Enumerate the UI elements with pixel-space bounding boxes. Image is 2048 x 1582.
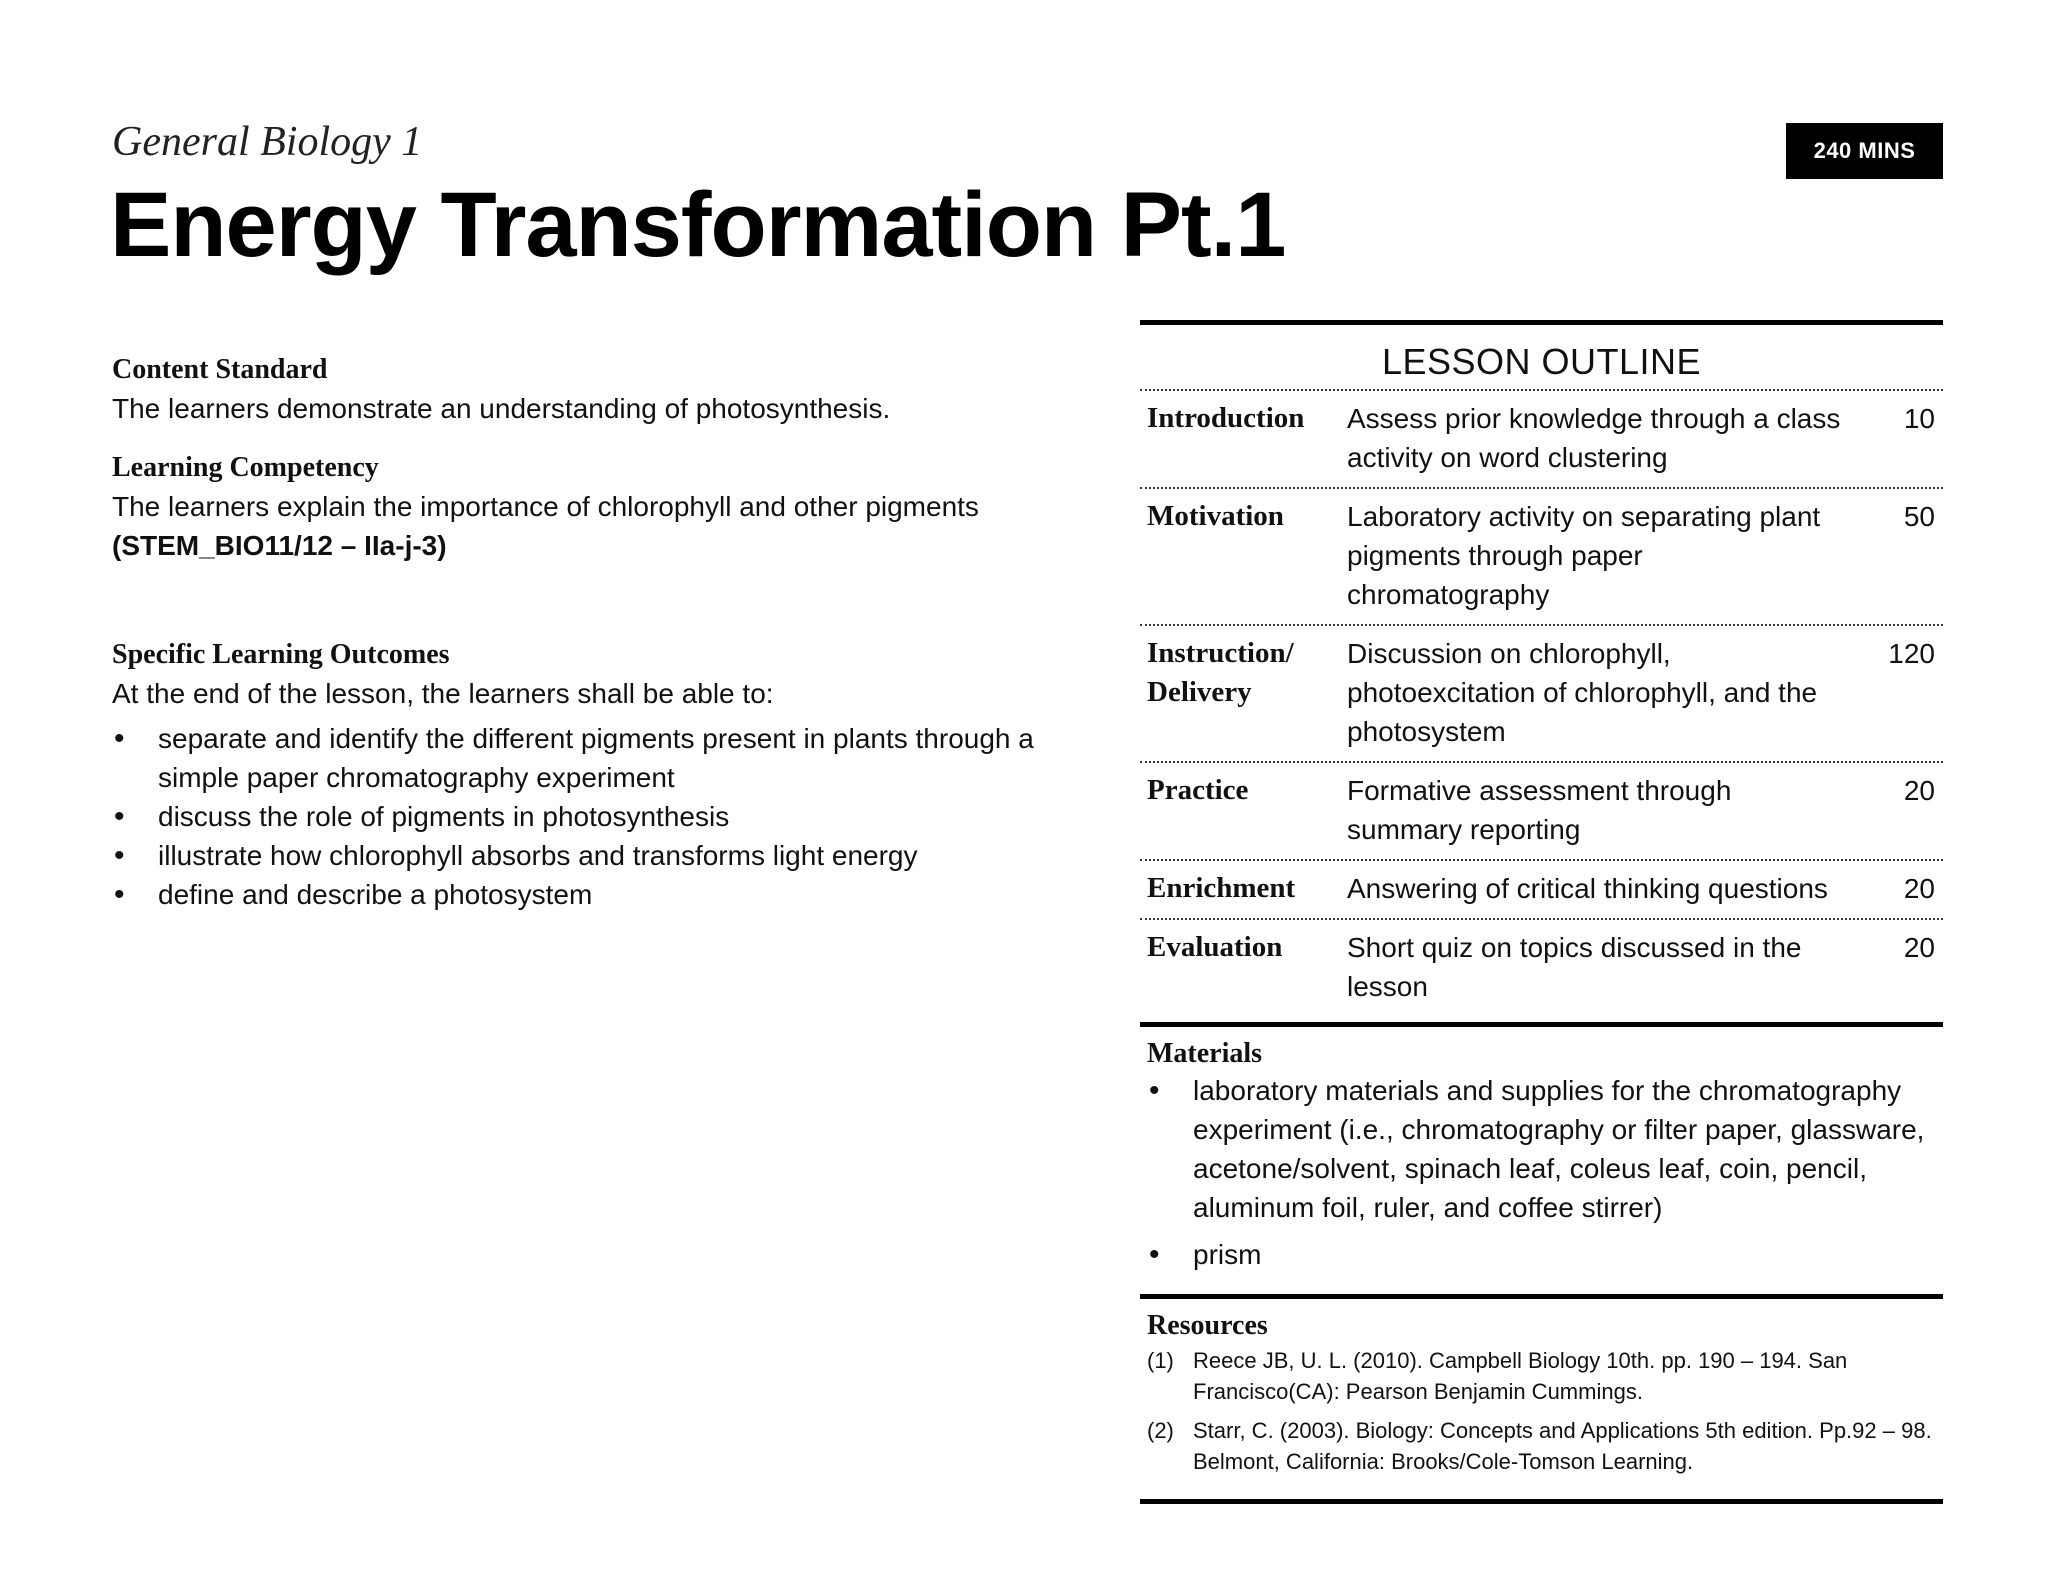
table-row <box>1140 761 1943 859</box>
phase-minutes: 10 <box>1903 403 1935 434</box>
outcomes-list <box>112 719 1072 914</box>
list-item: • illustrate how chlorophyll absorbs and transforms light energy <box>112 836 1072 875</box>
learning-competency-text: The learners explain the importance of chlorophyll and other pigments <box>112 491 979 522</box>
phase-minutes: 120 <box>1888 638 1935 669</box>
divider <box>1140 1499 1943 1504</box>
reference-text: Reece JB, U. L. (2010). Campbell Biology 10th. pp. 190 – 194. San Francisco(CA): Pearson Benjamin Cummings. <box>1193 1348 1848 1404</box>
materials-heading: Materials <box>1147 1038 1263 1069</box>
materials-section <box>1140 1022 1943 1294</box>
phase-description: Assess prior knowledge through a class activity on word clustering <box>1347 403 1841 473</box>
phase-description: Formative assessment through summary reporting <box>1347 775 1732 845</box>
subject-label: General Biology 1 <box>112 119 423 165</box>
table-row <box>1140 859 1943 918</box>
phase-description: Short quiz on topics discussed in the lesson <box>1347 932 1802 1002</box>
phase-minutes: 50 <box>1903 501 1935 532</box>
materials-list <box>1147 1071 1943 1274</box>
lesson-outline-heading: LESSON OUTLINE <box>1381 341 1702 382</box>
phase-label: Instruction/ Delivery <box>1147 637 1294 708</box>
outcomes-intro: At the end of the lesson, the learners shall be able to: <box>112 678 774 709</box>
list-item <box>1147 1415 1943 1477</box>
lesson-outline-panel <box>1140 320 1943 1504</box>
learning-competency-heading: Learning Competency <box>112 452 379 483</box>
list-item: • discuss the role of pigments in photosynthesis <box>112 797 1072 836</box>
reference-text: Starr, C. (2003). Biology: Concepts and Applications 5th edition. Pp.92 – 98. Belmont, California: Brooks/Cole-Tomson Learning. <box>1193 1418 1932 1474</box>
learning-competency-code: (STEM_BIO11/12 – IIa-j-3) <box>112 530 447 561</box>
phase-description: Laboratory activity on separating plant pigments through paper chromatography <box>1347 501 1821 610</box>
phase-label: Introduction <box>1147 402 1305 434</box>
content-standard-heading: Content Standard <box>112 354 328 385</box>
left-column <box>112 350 1072 914</box>
outcomes-heading: Specific Learning Outcomes <box>112 639 450 670</box>
table-row <box>1140 624 1943 761</box>
reference-number: (2) <box>1147 1418 1174 1443</box>
phase-label: Evaluation <box>1147 931 1283 963</box>
phase-minutes: 20 <box>1903 775 1935 806</box>
resources-section <box>1140 1294 1943 1499</box>
content-standard-text: The learners demonstrate an understanding of photosynthesis. <box>112 393 891 424</box>
list-item: • separate and identify the different pigments present in plants through a simple paper chromatography experiment <box>112 719 1072 797</box>
table-row <box>1140 918 1943 1016</box>
table-row <box>1140 487 1943 624</box>
phase-description: Discussion on chlorophyll, photoexcitation of chlorophyll, and the photosystem <box>1347 638 1818 747</box>
phase-label: Enrichment <box>1147 872 1296 904</box>
list-item: • prism <box>1147 1235 1943 1274</box>
duration-badge: 240 MINS <box>1786 123 1943 179</box>
list-item <box>1147 1345 1943 1407</box>
resources-heading: Resources <box>1147 1310 1268 1341</box>
phase-minutes: 20 <box>1903 873 1935 904</box>
table-row <box>1140 389 1943 487</box>
list-item: • laboratory materials and supplies for the chromatography experiment (i.e., chromatography or filter paper, glassware, acetone/solvent, spinach leaf, coleus leaf, coin, pencil, aluminum foil, ruler, and coffee stirrer) <box>1147 1071 1943 1227</box>
phase-description: Answering of critical thinking questions <box>1347 873 1828 904</box>
phase-label: Motivation <box>1147 500 1284 532</box>
phase-minutes: 20 <box>1903 932 1935 963</box>
reference-number: (1) <box>1147 1348 1174 1373</box>
list-item: • define and describe a photosystem <box>112 875 1072 914</box>
page-title: Energy Transformation Pt.1 <box>110 174 1286 276</box>
phase-label: Practice <box>1147 774 1249 806</box>
